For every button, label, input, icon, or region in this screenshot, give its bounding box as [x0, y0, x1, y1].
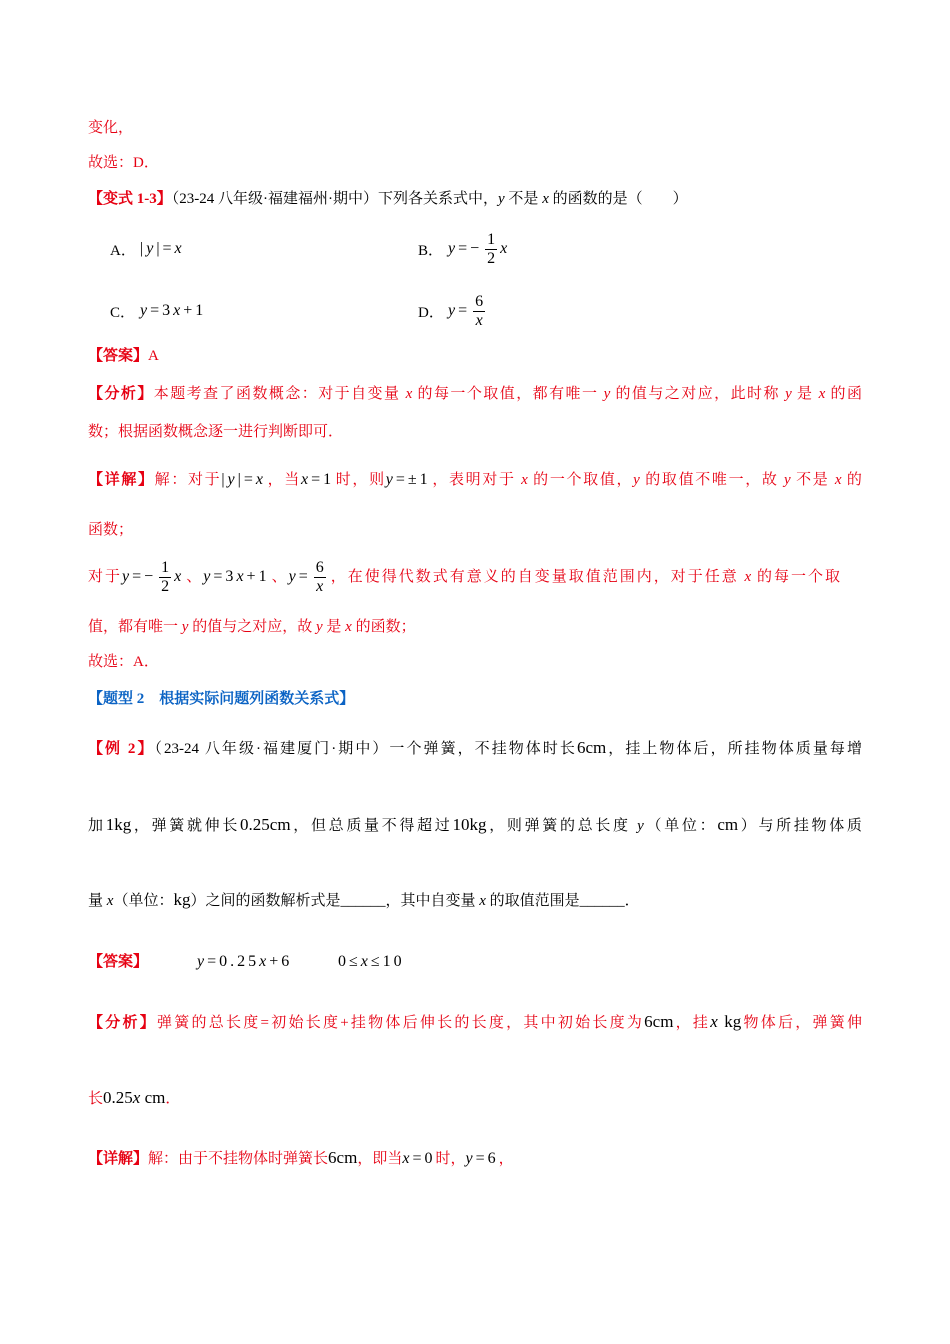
detail-l3-text-1: 对于	[88, 569, 123, 585]
example-l3-text-2: ）之间的函数解析式是______，其中自变量 x 的取值范围是______．	[190, 893, 640, 909]
option-c-expression: y=3x+1	[140, 302, 207, 319]
example-analysis-l2-text-1: 长	[88, 1091, 104, 1107]
example-l1-text-1: （23-24 八年级·福建厦门·期中）一个弹簧，不挂物体时长	[154, 741, 577, 757]
variable-y: y	[603, 386, 611, 402]
variable-x: x	[345, 619, 352, 635]
detail-l3-numerator-2: 6	[315, 559, 324, 577]
option-b-label: B．	[418, 242, 444, 259]
variable-x: x	[405, 386, 413, 402]
detail-l3-text-2: ，在使得代数式有意义的自变量取值范围内，对于任意 x 的每一个取	[328, 569, 840, 585]
example-analysis-qty-2: x kg	[710, 1012, 742, 1031]
variant-detail-line-3	[88, 556, 840, 598]
variable-x: x	[500, 240, 511, 257]
example-analysis-text-3: 物体后，弹簧伸	[741, 1015, 862, 1031]
section-heading: 【题型 2 根据实际问题列函数关系式】	[88, 691, 355, 707]
detail-l3-math-3-left: y=	[288, 568, 311, 585]
option-d-expression-left: y=	[448, 302, 471, 319]
variable-y: y	[315, 619, 323, 635]
variable-x: x	[255, 471, 266, 488]
option-c	[110, 291, 206, 331]
analysis-text-1: 本题考查了函数概念：对于自变量 x 的每一个取值，都有唯一 y 的值与之对应，此时称 y 是 x 的函	[153, 386, 862, 402]
example-detail-text-1: 解：由于不挂物体时弹簧长	[148, 1151, 329, 1167]
variable-y: y	[448, 240, 459, 257]
example-detail-tag: 【详解】	[88, 1151, 149, 1167]
example-l2-qty-3: 10kg	[452, 815, 487, 834]
answer-tag: 【答案】	[88, 348, 149, 364]
example-detail-math-2: y=6	[465, 1150, 499, 1167]
previous-solution-line-1: 变化，	[88, 120, 134, 136]
detail-math-1: |y|=x	[221, 471, 266, 488]
option-b-expression-left: y=−	[448, 240, 483, 257]
detail-tag: 【详解】	[88, 472, 155, 488]
variable-x: x	[259, 953, 270, 970]
variable-y: y	[637, 818, 644, 834]
variable-x: x	[174, 240, 185, 257]
variable-x: x	[542, 191, 549, 207]
example-l1-qty-1: 6cm	[576, 738, 607, 757]
example-l2-qty-1: 1kg	[105, 815, 132, 834]
example-analysis-text-2: ，挂	[673, 1015, 711, 1031]
analysis-tag: 【分析】	[88, 386, 154, 402]
variable-y: y	[288, 568, 299, 585]
variable-y: y	[140, 302, 151, 319]
variable-x: x	[834, 472, 842, 488]
variant-detail-line-2: 函数；	[88, 522, 134, 538]
detail-l3-math-1-left: y=−	[122, 568, 157, 585]
option-a-expression: |y|=x	[140, 240, 185, 257]
option-d-label: D．	[418, 304, 444, 321]
example-answer	[88, 951, 862, 973]
example-analysis-l2-qty-1: 0.25x cm	[103, 1088, 166, 1107]
variable-x: x	[132, 1088, 141, 1107]
detail-l3-denominator-2	[314, 578, 325, 596]
variable-x: x	[174, 568, 185, 585]
detail-l3-numerator-1: 1	[161, 559, 170, 577]
example-answer-blank-1: y=0.25x+6	[197, 953, 293, 970]
variable-y: y	[498, 191, 505, 207]
example-l2-text-4: ，则弹簧的总长度 y（单位：	[486, 818, 718, 834]
example-detail-text-3: 时，	[435, 1151, 466, 1167]
example-detail-text-4: ，	[498, 1151, 514, 1167]
example-analysis-line-1	[88, 1011, 862, 1033]
detail-text-2: ，当	[265, 472, 301, 488]
option-a	[110, 229, 185, 269]
variable-x: x	[106, 893, 114, 909]
example-l2-text-3: ，但总质量不得超过	[290, 818, 453, 834]
example-analysis-l2-text-2: ．	[165, 1091, 181, 1107]
option-d	[418, 291, 488, 331]
variable-y: y	[783, 472, 791, 488]
example-analysis-line-2	[88, 1087, 862, 1109]
variant-tag: 【变式 1-3】	[88, 191, 172, 207]
variant-analysis-line-2: 数；根据函数概念逐一进行判断即可．	[88, 424, 344, 440]
example-answer-tag: 【答案】	[88, 954, 149, 970]
option-d-fraction	[473, 293, 485, 330]
variable-y: y	[633, 472, 640, 488]
variable-x: x	[300, 471, 312, 488]
variable-y: y	[197, 953, 208, 970]
detail-l3-math-1-right	[174, 568, 184, 585]
option-a-label: A．	[110, 242, 136, 259]
example-analysis-tag: 【分析】	[88, 1015, 157, 1031]
example-answer-blank-2: 0≤x≤10	[338, 953, 405, 970]
variable-y: y	[385, 471, 396, 488]
detail-l3-sep-2: 、	[269, 569, 289, 585]
answer-value: A	[148, 348, 159, 364]
option-b	[418, 229, 510, 269]
option-b-expression-right	[500, 240, 510, 258]
variable-x: x	[402, 1150, 413, 1167]
variant-detail-choice: 故选：A．	[88, 654, 159, 670]
variable-x: x	[360, 953, 371, 970]
variant-answer	[88, 345, 862, 367]
detail-math-3: y=±1	[385, 471, 431, 488]
variable-x: x	[236, 568, 247, 585]
example-l2-text-5: ）与所挂物体质	[738, 818, 862, 834]
example-detail-math-1: x=0	[402, 1150, 436, 1167]
variable-y: y	[146, 240, 157, 257]
variant-question-text: （23-24 八年级·福建福州·期中）下列各关系式中，y 不是 x 的函数的是（ ）	[171, 191, 688, 207]
example-detail-qty-1: 6cm	[328, 1148, 358, 1167]
example-l3-qty-1: kg	[173, 890, 191, 909]
option-d-denominator	[474, 312, 485, 330]
detail-text-1: 解：对于	[154, 472, 222, 488]
variable-x: x	[818, 386, 826, 402]
option-b-numerator: 1	[487, 230, 496, 248]
variable-y: y	[465, 1150, 476, 1167]
example-2-line-2	[88, 814, 862, 836]
detail-text-4: ，表明对于 x 的一个取值，y 的取值不唯一，故 y 不是 x 的	[430, 472, 862, 488]
variable-y: y	[203, 568, 214, 585]
example-l1-text-2: ，挂上物体后，所挂物体质量每增	[606, 741, 862, 757]
variant-question	[88, 188, 862, 210]
option-d-numerator: 6	[475, 292, 484, 310]
example-l2-qty-4: cm	[717, 815, 739, 834]
variable-x: x	[710, 1012, 718, 1031]
detail-l3-fraction-1	[159, 559, 171, 596]
detail-math-2: x=1	[300, 471, 335, 488]
example-l2-qty-2: 0.25cm	[240, 815, 291, 834]
example-tag: 【例 2】	[88, 741, 155, 757]
variant-detail-line-4: 值，都有唯一 y 的值与之对应，故 y 是 x 的函数；	[88, 619, 416, 635]
detail-l3-sep-1: 、	[184, 569, 204, 585]
detail-l3-denominator-1: 2	[161, 578, 170, 596]
detail-l3-fraction-2	[314, 559, 326, 596]
variant-detail-line-1	[88, 469, 862, 491]
variable-x: x	[475, 311, 483, 329]
example-2-line-3	[88, 889, 862, 911]
example-l2-text-2: ，弹簧就伸长	[131, 818, 241, 834]
variable-y: y	[122, 568, 133, 585]
variable-x: x	[479, 893, 486, 909]
example-l3-text-1: 量 x（单位：	[88, 893, 174, 909]
variable-y: y	[181, 619, 189, 635]
variable-x: x	[744, 569, 752, 585]
variable-x: x	[173, 302, 184, 319]
variable-x: x	[521, 472, 528, 488]
example-2-line-1	[88, 737, 862, 759]
example-analysis-text-1: 弹簧的总长度=初始长度+挂物体后伸长的长度，其中初始长度为	[157, 1015, 645, 1031]
detail-l3-math-2: y=3x+1	[203, 568, 270, 585]
variant-analysis-line-1	[88, 383, 862, 405]
previous-solution-choice: 故选：D．	[88, 155, 159, 171]
variable-y: y	[785, 386, 792, 402]
variable-x: x	[316, 578, 324, 596]
variable-y: y	[227, 471, 238, 488]
example-detail-text-2: ，即当	[357, 1151, 403, 1167]
detail-text-3: 时，则	[334, 472, 386, 488]
example-analysis-qty-1: 6cm	[644, 1012, 674, 1031]
variable-y: y	[448, 302, 459, 319]
option-b-fraction	[485, 231, 497, 268]
option-c-label: C．	[110, 304, 136, 321]
example-detail	[88, 1147, 862, 1169]
option-b-denominator: 2	[487, 249, 496, 267]
example-l2-text-1: 加	[88, 818, 106, 834]
